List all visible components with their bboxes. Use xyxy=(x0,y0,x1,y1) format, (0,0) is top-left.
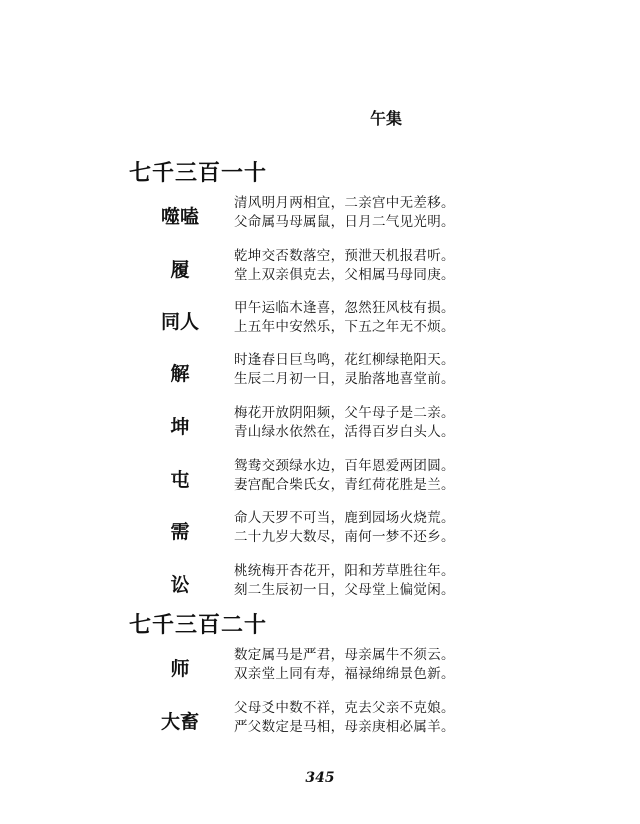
section-title: 七千三百一十 xyxy=(129,160,268,186)
verse-line: 清风明月两相宜，二亲宫中无差移。 xyxy=(234,195,455,211)
verse-line: 堂上双亲俱克去，父相属马母同庚。 xyxy=(234,267,455,283)
verse-entry xyxy=(150,559,470,603)
verse-entry xyxy=(150,506,470,550)
verse-entry xyxy=(150,643,470,687)
verse-line: 妻宫配合柴氏女，青红荷花胜是兰。 xyxy=(234,477,455,493)
verse-line: 乾坤交否数落空，预泄天机报君听。 xyxy=(234,248,455,264)
hexagram-name: 同人 xyxy=(160,311,199,333)
verse-line: 严父数定是马相，母亲庚相必属羊。 xyxy=(234,719,455,735)
verse-entry xyxy=(150,454,470,498)
verse-line: 青山绿水依然在，活得百岁白头人。 xyxy=(234,424,455,440)
hexagram-name: 屯 xyxy=(170,469,190,491)
verse-line: 上五年中安然乐，下五之年无不烦。 xyxy=(234,319,455,335)
hexagram-name: 解 xyxy=(170,363,190,385)
verse-entry xyxy=(150,401,470,445)
page-number: 345 xyxy=(305,770,335,786)
section-title: 七千三百二十 xyxy=(129,612,268,638)
verse-entry xyxy=(150,244,470,288)
verse-entry xyxy=(150,348,470,392)
running-header: 午集 xyxy=(370,109,403,128)
hexagram-name: 讼 xyxy=(170,574,190,596)
verse-entry xyxy=(150,191,470,235)
verse-entry xyxy=(150,296,470,340)
verse-line: 甲午运临木逢喜，忽然狂风枝有损。 xyxy=(234,300,455,316)
verse-line: 鸳鸯交颈绿水边，百年恩爱两团圆。 xyxy=(234,458,455,474)
verse-line: 桃统梅开杏花开，阳和芳草胜往年。 xyxy=(234,563,455,579)
verse-entry xyxy=(150,696,470,740)
verse-line: 数定属马是严君，母亲属牛不须云。 xyxy=(234,647,455,663)
hexagram-name: 履 xyxy=(170,259,190,281)
verse-line: 梅花开放阴阳频，父午母子是二亲。 xyxy=(234,405,455,421)
verse-line: 刻二生辰初一日，父母堂上偏觉闲。 xyxy=(234,582,455,598)
verse-line: 时逢春日巨鸟鸣，花红柳绿艳阳天。 xyxy=(234,352,455,368)
hexagram-name: 师 xyxy=(170,658,190,680)
verse-line: 二十九岁大数尽，南何一梦不还乡。 xyxy=(234,529,455,545)
verse-line: 生辰二月初一日，灵胎落地喜堂前。 xyxy=(234,371,455,387)
verse-line: 双亲堂上同有寿，福禄绵绵景色新。 xyxy=(234,666,455,682)
verse-line: 父命属马母属鼠，日月二气见光明。 xyxy=(234,214,455,230)
hexagram-name: 噬嗑 xyxy=(160,206,199,228)
hexagram-name: 需 xyxy=(170,521,190,543)
verse-line: 命人天罗不可当，鹿到园场火烧荒。 xyxy=(234,510,455,526)
hexagram-name: 大畜 xyxy=(160,711,199,733)
verse-line: 父母爻中数不祥，克去父亲不克娘。 xyxy=(234,700,455,716)
hexagram-name: 坤 xyxy=(170,416,190,438)
